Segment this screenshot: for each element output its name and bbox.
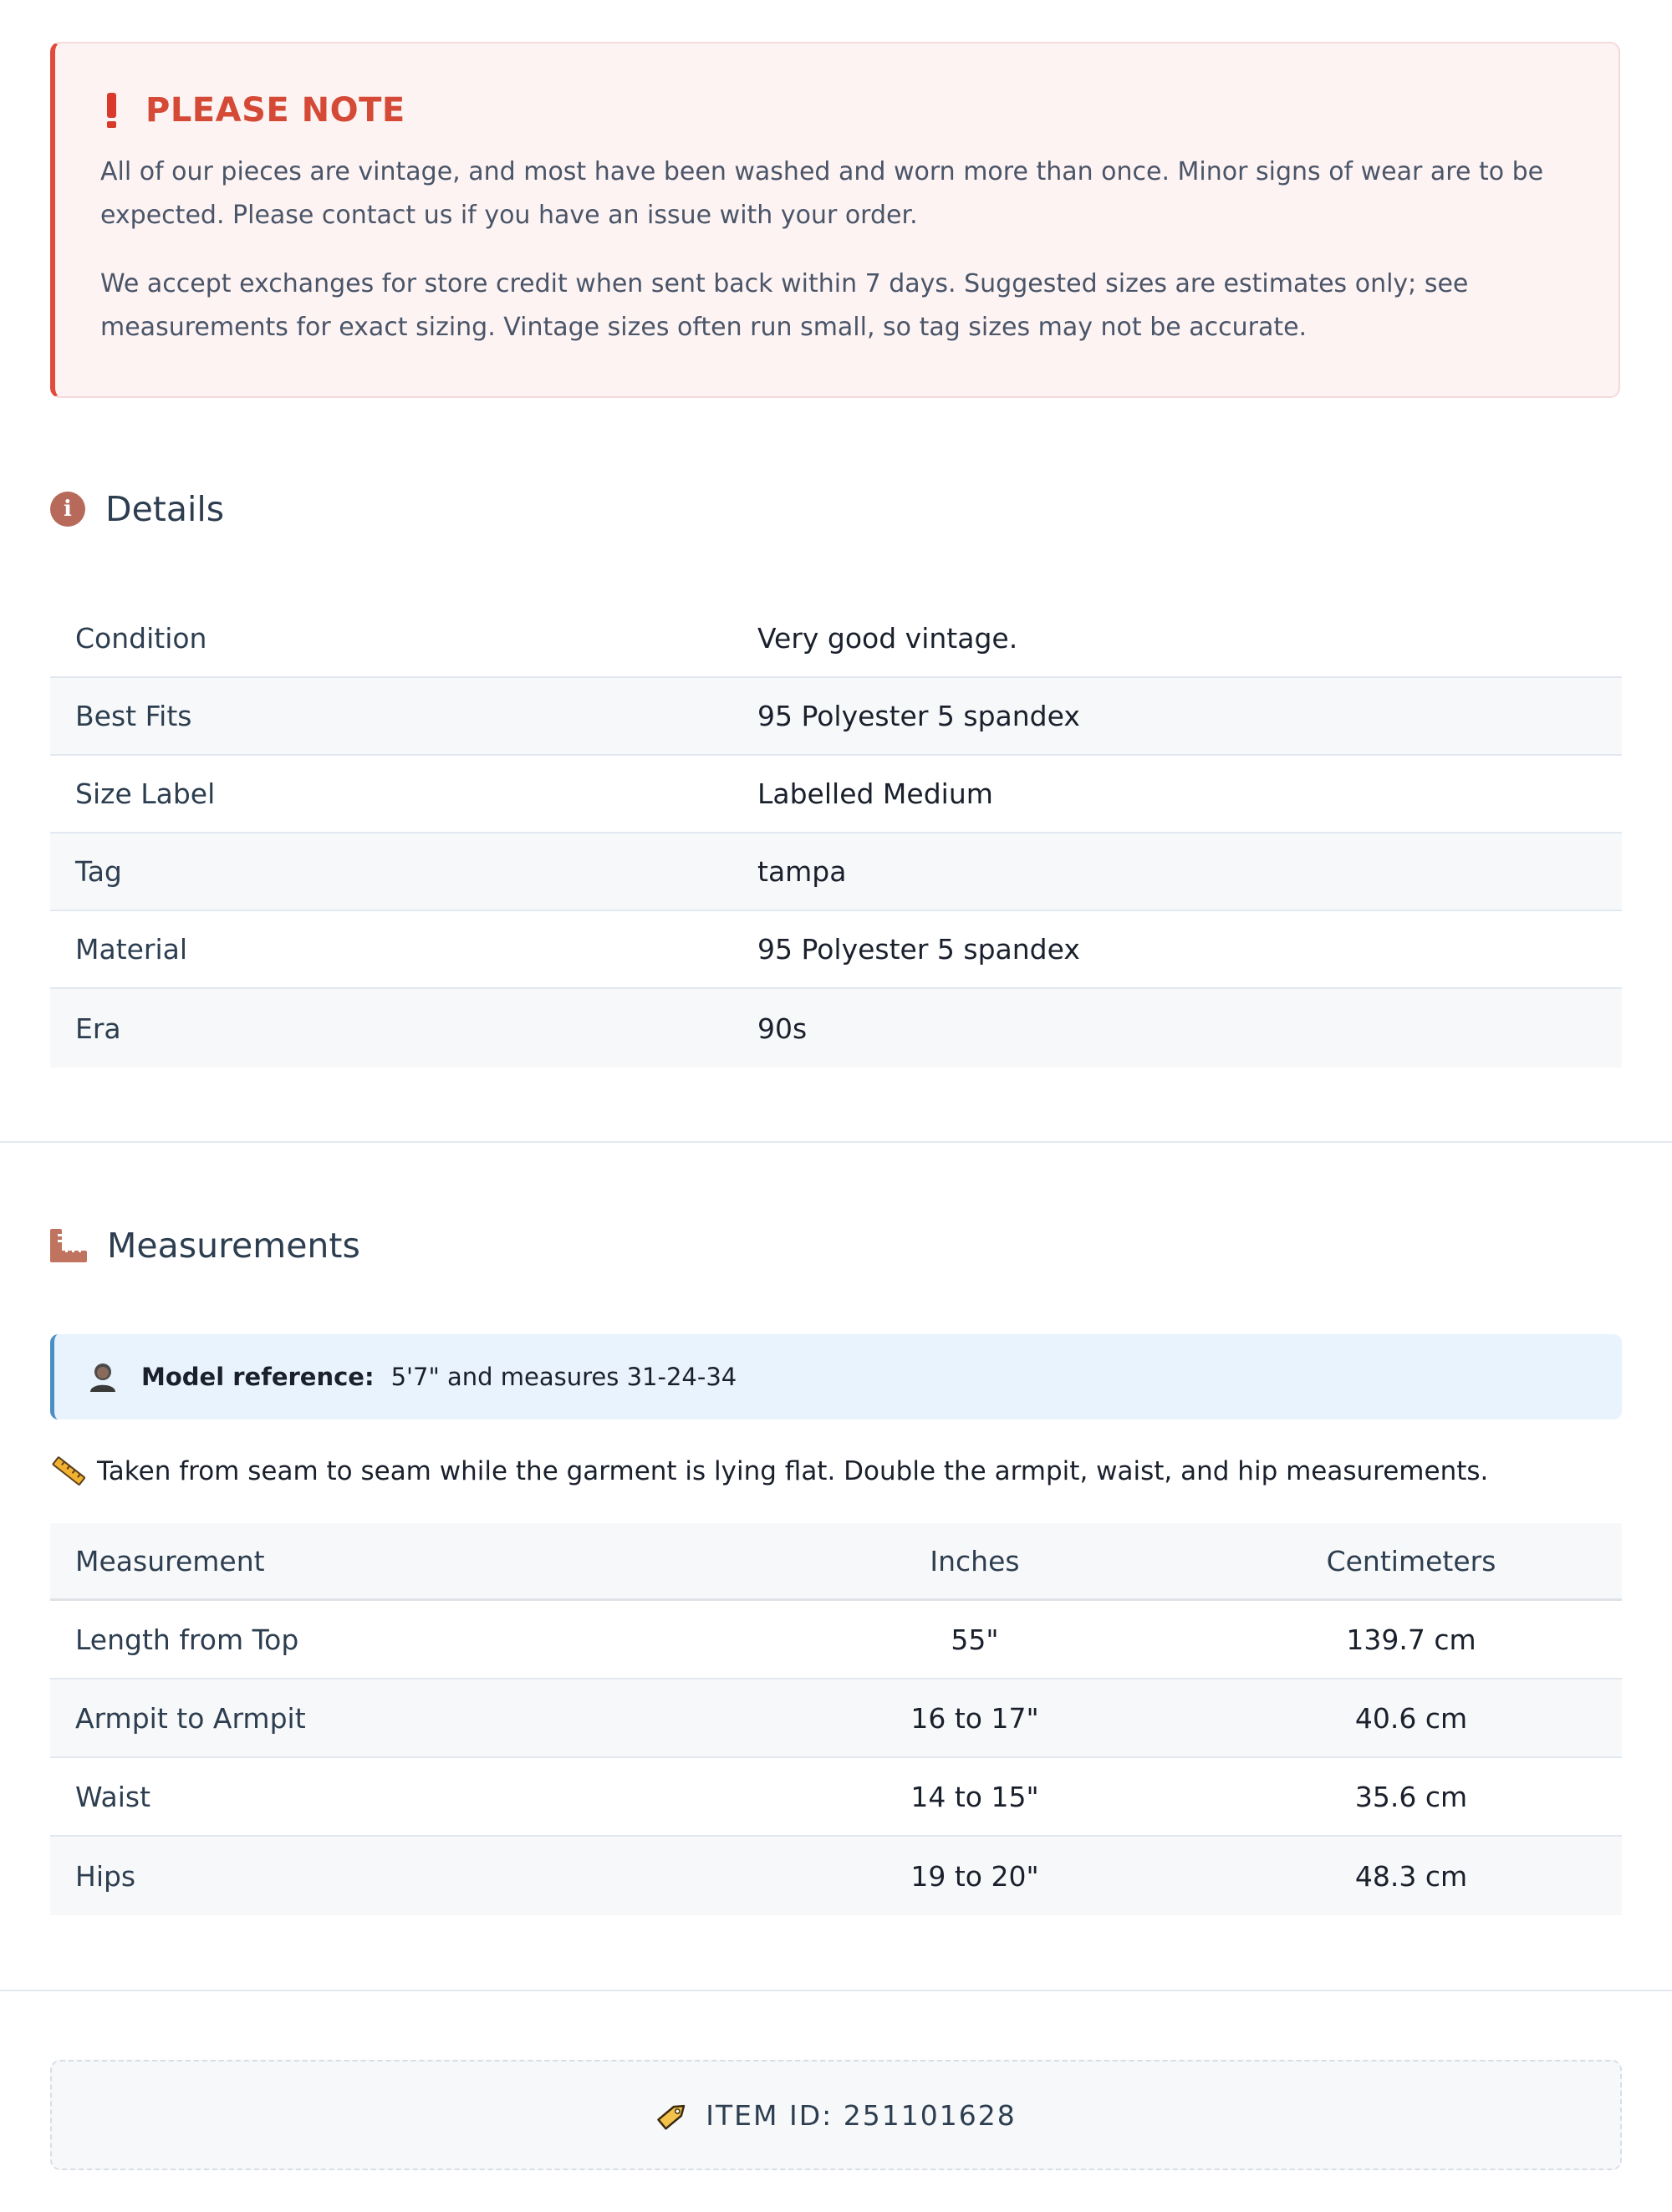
details-table	[50, 600, 1622, 1068]
table-row	[50, 1679, 1622, 1758]
ruler-icon	[50, 1229, 87, 1262]
column-header-inches: Inches	[930, 1544, 1020, 1577]
info-icon: i	[50, 492, 85, 527]
section-divider	[0, 1990, 1672, 1991]
details-label: Condition	[75, 622, 207, 655]
details-value: 90s	[757, 1012, 808, 1045]
person-icon	[88, 1361, 118, 1393]
details-label: Size Label	[75, 777, 216, 810]
details-value: tampa	[757, 855, 847, 888]
details-value: Very good vintage.	[757, 622, 1018, 655]
notice-title: PLEASE NOTE	[145, 91, 405, 130]
details-label: Tag	[75, 855, 122, 888]
details-label: Era	[75, 1012, 121, 1045]
exclamation-icon	[105, 93, 117, 128]
table-row	[50, 1837, 1622, 1915]
tag-icon	[655, 2097, 691, 2133]
table-header-row	[50, 1523, 1622, 1601]
measurements-title: Measurements	[107, 1226, 360, 1266]
details-row	[50, 989, 1622, 1068]
details-heading	[50, 489, 224, 529]
column-header-centimeters: Centimeters	[1326, 1544, 1496, 1577]
measurements-table	[50, 1523, 1622, 1915]
measurement-cm: 40.6 cm	[1354, 1701, 1468, 1735]
section-divider	[0, 1141, 1672, 1143]
column-header-measurement: Measurement	[75, 1544, 265, 1577]
measurement-inches: 55"	[951, 1623, 999, 1656]
model-reference-value: 5'7" and measures 31-24-34	[390, 1363, 737, 1391]
measurement-hint	[52, 1456, 1488, 1486]
details-row	[50, 833, 1622, 911]
details-row	[50, 911, 1622, 989]
details-value: 95 Polyester 5 spandex	[757, 700, 1080, 732]
notice-box	[50, 42, 1620, 398]
measurements-heading	[50, 1226, 360, 1266]
notice-header	[100, 89, 1572, 132]
item-id: ITEM ID: 251101628	[706, 2098, 1017, 2132]
measurement-cm: 35.6 cm	[1354, 1780, 1468, 1813]
details-label: Material	[75, 933, 188, 966]
notice-paragraph-1: All of our pieces are vintage, and most have been washed and worn more than once. Minor signs of wear are to be expected. Please contact us if you have an issue with your order.	[100, 157, 1544, 230]
measurement-inches: 19 to 20"	[910, 1859, 1039, 1893]
details-row	[50, 678, 1622, 756]
details-row	[50, 756, 1622, 833]
table-row	[50, 1601, 1622, 1679]
details-label: Best Fits	[75, 700, 192, 732]
table-row	[50, 1758, 1622, 1837]
pencil-ruler-icon	[52, 1456, 85, 1486]
measurement-name: Waist	[75, 1780, 151, 1813]
measurement-hint-text: Taken from seam to seam while the garment is lying flat. Double the armpit, waist, and hip measurements.	[97, 1456, 1489, 1486]
notice-paragraph-2: We accept exchanges for store credit when sent back within 7 days. Suggested sizes are estimates only; see measurements for exact sizing. Vintage sizes often run small, so tag sizes may not be accurate.	[100, 269, 1469, 342]
measurement-cm: 48.3 cm	[1354, 1859, 1468, 1893]
measurement-name: Length from Top	[75, 1623, 299, 1656]
details-title: Details	[105, 489, 225, 529]
item-id-box	[50, 2060, 1622, 2170]
measurement-cm: 139.7 cm	[1346, 1623, 1476, 1656]
details-value: Labelled Medium	[757, 777, 993, 810]
measurement-inches: 16 to 17"	[910, 1701, 1039, 1735]
model-reference-box	[50, 1334, 1622, 1419]
model-reference-label: Model reference:	[141, 1363, 375, 1391]
details-value: 95 Polyester 5 spandex	[757, 933, 1080, 966]
measurement-name: Hips	[75, 1859, 136, 1893]
details-row	[50, 600, 1622, 678]
measurement-name: Armpit to Armpit	[75, 1701, 306, 1735]
measurement-inches: 14 to 15"	[910, 1780, 1039, 1813]
